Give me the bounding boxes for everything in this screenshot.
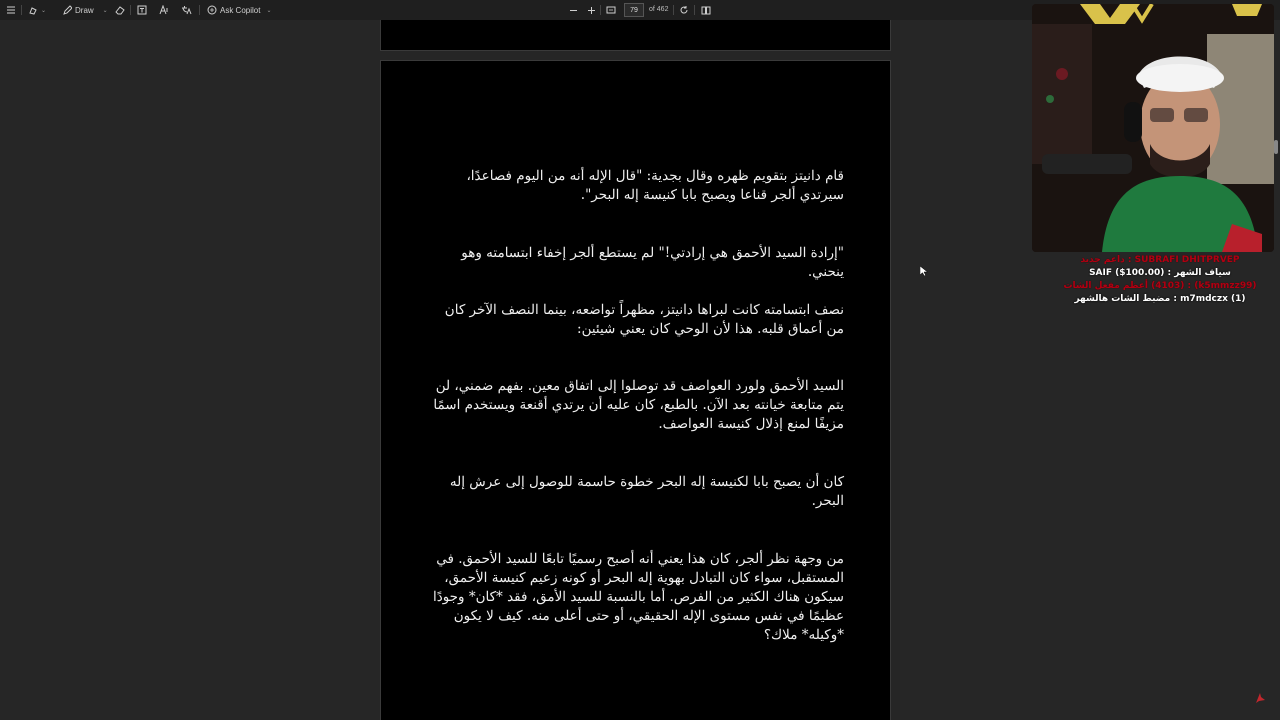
toolbar-divider xyxy=(694,5,695,15)
pdf-page-previous xyxy=(380,20,891,51)
rotate-icon xyxy=(679,5,689,15)
toolbar-divider xyxy=(21,5,22,15)
mouse-cursor-icon xyxy=(920,266,928,276)
zoom-in-button[interactable] xyxy=(587,0,596,20)
zoom-out-button[interactable] xyxy=(569,0,578,20)
paragraph-2: "إرادة السيد الأحمق هي إرادتي!" لم يستطع ألجر إخفاء ابتسامته وهو ينحني. xyxy=(461,245,844,280)
chat-line: (k5mmzz99) : (4103) أعظم مفعل الشات xyxy=(1063,281,1257,291)
streamer-webcam xyxy=(1032,4,1274,252)
translate-button[interactable] xyxy=(181,0,192,20)
draw-button[interactable] xyxy=(62,0,108,20)
read-aloud-icon xyxy=(159,5,169,15)
paragraph-6: من وجهة نظر ألجر، كان هذا يعني أنه أصبح رسميًا تابعًا للسيد الأحمق. في المستقبل، سواء كان التبادل بهوية إله البحر أو كونه زعيم كنيسة الأحمق، سيكون هناك الكثير من الفرص. أما بالنسبة للسيد الأمق، فقد *كان* وجودًا عظيمًا في نفس مستوى الإله الحقيقي، أو حتى أعلى منه. كيف لا يكون *وكيله* ملاك؟ xyxy=(432,551,844,643)
draw-label: Draw xyxy=(75,5,94,15)
chat-line: SUBRAFI DHITPRVEP : داعم جديد xyxy=(1080,255,1240,265)
toolbar-divider xyxy=(130,5,131,15)
chevron-down-icon: ⌄ xyxy=(41,7,47,14)
pen-icon xyxy=(62,5,72,15)
contents-button[interactable] xyxy=(6,0,16,20)
toolbar-divider xyxy=(199,5,200,15)
scrollbar-thumb[interactable] xyxy=(1274,140,1278,154)
stream-chat-overlay xyxy=(1060,254,1260,306)
minus-icon xyxy=(569,6,578,15)
ask-copilot-button[interactable] xyxy=(207,0,272,20)
read-aloud-button[interactable] xyxy=(159,0,169,20)
eraser-icon xyxy=(115,5,125,15)
page-number-input[interactable]: 79 xyxy=(624,3,644,17)
copilot-icon xyxy=(207,5,217,15)
fit-page-icon xyxy=(606,5,616,15)
book-icon xyxy=(701,5,711,15)
highlight-button[interactable] xyxy=(28,0,46,20)
translate-icon xyxy=(181,5,192,15)
rotate-button[interactable] xyxy=(679,0,689,20)
erase-button[interactable] xyxy=(115,0,125,20)
fit-page-button[interactable] xyxy=(606,0,616,20)
page-view-button[interactable] xyxy=(701,0,711,20)
chat-line: m7mdczx (1) : مضبط الشات هالشهر xyxy=(1074,294,1246,304)
plus-icon xyxy=(587,6,596,15)
highlighter-icon xyxy=(28,5,38,15)
chevron-down-icon: ⌄ xyxy=(102,7,108,14)
pdf-page-current xyxy=(380,60,891,720)
paragraph-3: نصف ابتسامته كانت لبراها دانيتز، مظهراً تواضعه، بينما النصف الآخر كان من أعماق قلبه. هذا لأن الوحي كان يعني شيئين: xyxy=(444,302,844,337)
list-icon xyxy=(6,5,16,15)
chevron-down-icon: ⌄ xyxy=(266,7,272,14)
toolbar-divider xyxy=(673,5,674,15)
paragraph-5: كان أن يصبح بابا لكنيسة إله البحر خطوة حاسمة للوصول إلى عرش إله البحر. xyxy=(449,474,844,509)
chat-line: سياف الشهر : SAIF ($100.00) xyxy=(1089,268,1231,278)
streamer-webcam-image xyxy=(1032,4,1274,252)
toolbar-divider xyxy=(600,5,601,15)
page-total: of 462 xyxy=(649,6,669,13)
ask-copilot-label: Ask Copilot xyxy=(220,5,261,15)
paragraph-4: السيد الأحمق ولورد العواصف قد توصلوا إلى اتفاق معين. بفهم ضمني، لن يتم متابعة خيانته بعد الآن. بالطبع، كان عليه أن يرتدي أقنعة ويستخدم اسمًا مزيفًا لمنع إذلال كنيسة العواصف. xyxy=(433,378,844,432)
text-box-button[interactable] xyxy=(137,0,147,20)
text-box-icon xyxy=(137,5,147,15)
pdf-app-icon xyxy=(1255,692,1266,704)
paragraph-1: قام دانيتز بتقويم ظهره وقال بجدية: "قال الإله أنه من اليوم فصاعدًا، سيرتدي ألجر قناعا ويصبح بابا كنيسة إله البحر". xyxy=(466,168,844,203)
